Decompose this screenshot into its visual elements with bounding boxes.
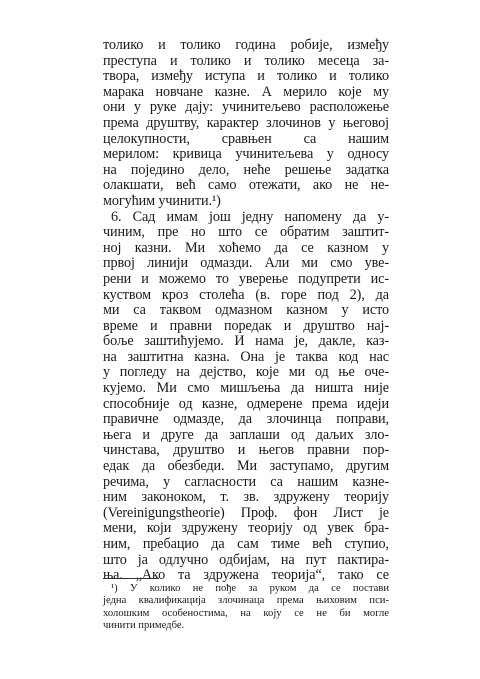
footnotes <box>103 583 389 633</box>
text-line: мерилом: кривица учинитељева у односу <box>103 146 389 163</box>
text-line: олакшати, већ само отежати, ако не не- <box>103 177 389 194</box>
text-line: речима, у сагласности са нашим казне- <box>103 473 389 490</box>
footnote-line: холошким особеностима, на коју се не би могле <box>103 607 389 619</box>
text-line: куством кроз столећа (в. горе под 2), да <box>103 286 389 303</box>
footnote-line: чинити примедбе. <box>103 620 185 632</box>
text-line: време и правни поредак и друштво нај- <box>103 317 389 334</box>
footnote-divider <box>103 578 159 579</box>
text-line: боље заштићујемо. И нама је, дакле, каз- <box>103 333 389 350</box>
text-line: (Vereinigungstheorie) Проф. фон Лист је <box>103 504 389 521</box>
text-line: ним законоком, т. зв. здружену теорију <box>103 489 389 506</box>
text-line: преступа и толико и толико месеца за- <box>103 52 389 69</box>
text-line: могућим учинити.¹) <box>103 192 221 209</box>
text-line: чинстава, друштво и његов правни пор- <box>103 442 389 459</box>
text-line: способније од казне, одмерене према идеји <box>103 395 389 412</box>
text-line: што ја одлучно одбијам, на пут пактира- <box>103 551 389 568</box>
text-line: првој линији одмазди. Али ми смо уве- <box>103 255 389 272</box>
text-line: ми са таквом одмазном казном у исто <box>103 302 389 319</box>
body-text <box>103 38 389 584</box>
text-line: твора, између иступа и толико и толико <box>103 68 389 85</box>
text-line: марака новчане казне. А мерило које му <box>103 83 389 100</box>
text-line: чиним, пре но што се обратим заштит- <box>103 224 389 241</box>
text-line: 6. Сад имам још једну напомену да у- <box>111 208 389 225</box>
text-line: они у руке дају: учинитељево расположење <box>103 99 389 116</box>
text-line: ној казни. Ми хоћемо да се казном у <box>103 239 389 256</box>
text-line: целокупности, сравњен са нашим <box>103 130 389 147</box>
text-line: према друштву, карактер злочинов у његовој <box>103 114 389 131</box>
text-line: њега и друге да заплаши од даљих зло- <box>103 426 389 443</box>
text-line: на заштитна казна. Она је таква код нас <box>103 348 389 365</box>
text-line: ња. „Ако та здружена теорија“, тако се <box>103 567 389 584</box>
text-line: толико и толико година робије, између <box>103 37 389 53</box>
footnote-line: једна квалификација злочинаца према њиховим пси- <box>103 595 389 607</box>
text-line: правичне одмазде, да злочинца поправи, <box>103 411 389 428</box>
text-line: едак да обезбеди. Ми заступамо, другим <box>103 458 389 475</box>
text-line: мени, који здружену теорију од увек бра- <box>103 520 389 537</box>
text-line: рени и можемо то уверење подупрети ис- <box>103 270 389 287</box>
footnote-line: ¹) У колико не пође за руком да се постави <box>111 583 389 594</box>
text-line: на поједино дело, неће решење задатка <box>103 161 389 178</box>
text-line: кујемо. Ми смо мишљења да ништа није <box>103 380 389 397</box>
text-line: у погледу на дејство, које ми од ње оче- <box>103 364 389 381</box>
text-line: ним, пребацио да сам тиме већ ступио, <box>103 536 389 552</box>
